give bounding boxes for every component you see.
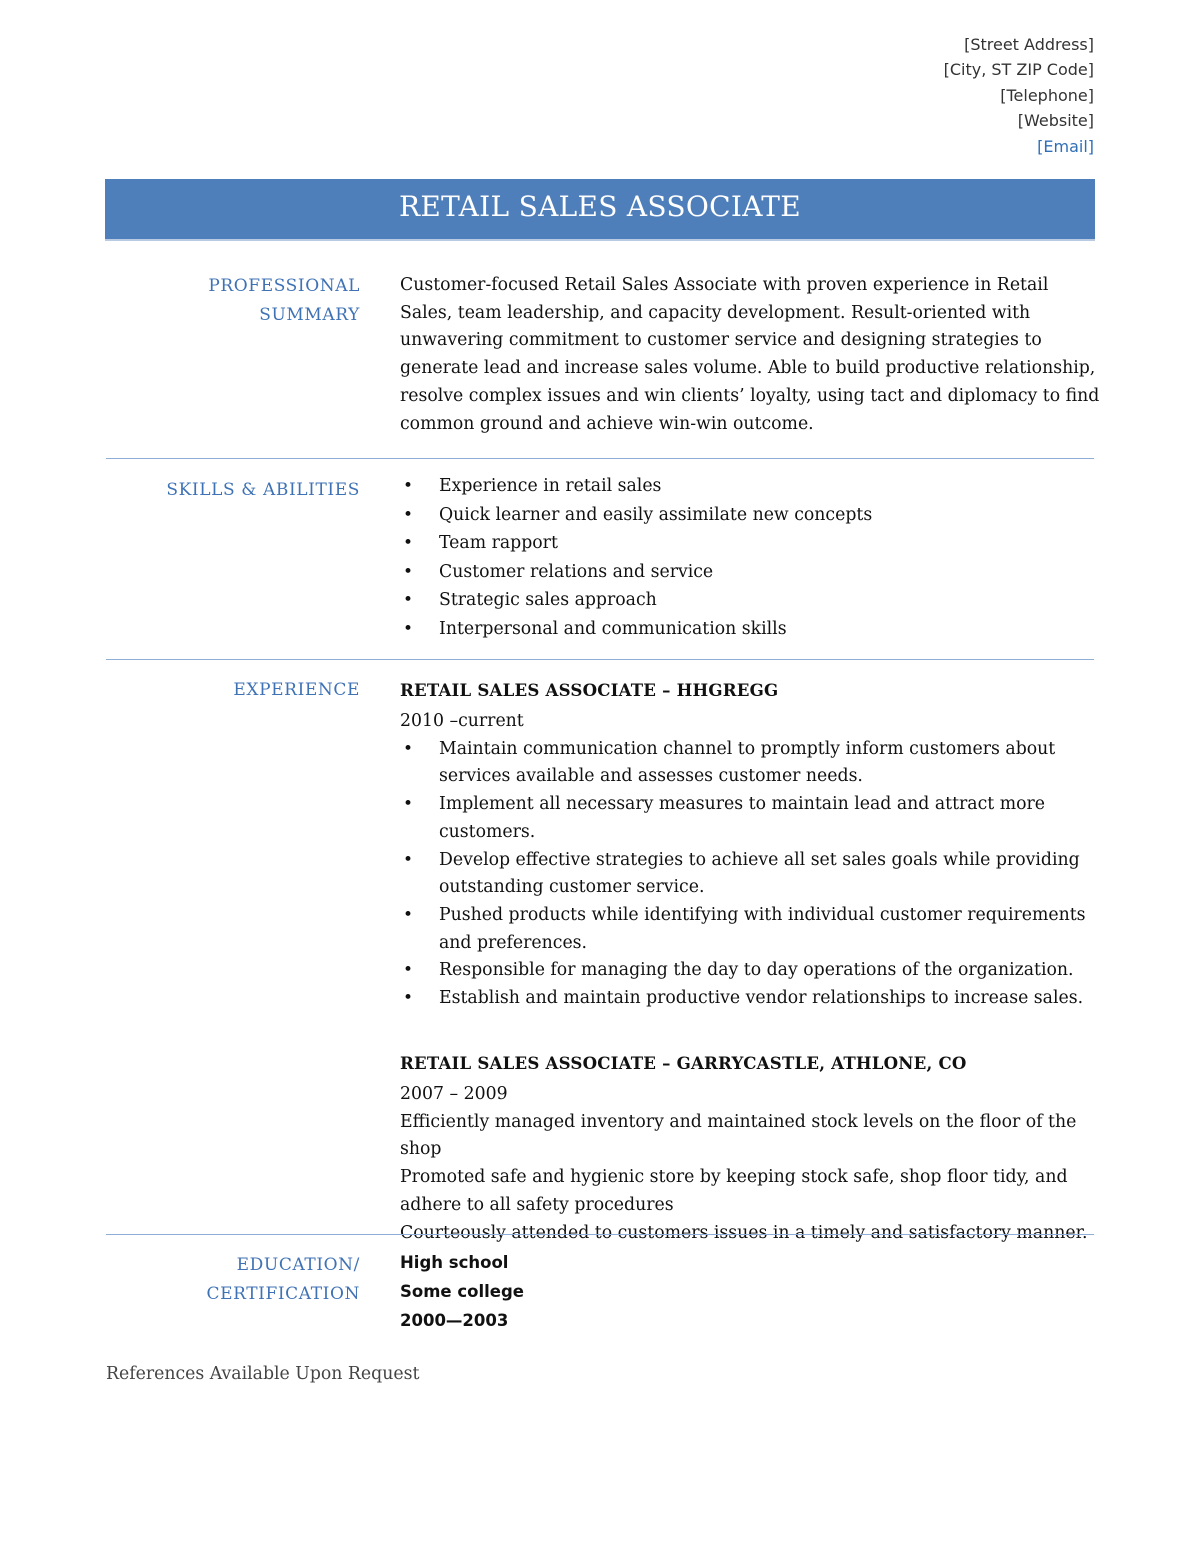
list-item: • Interpersonal and communication skills (400, 615, 1100, 644)
education-heading-line2: CERTIFICATION (206, 1284, 360, 1304)
education-item: High school (400, 1253, 509, 1272)
email-link[interactable]: [Email] (1037, 136, 1094, 156)
summary-heading: PROFESSIONAL SUMMARY (208, 276, 360, 325)
education-item: Some college (400, 1281, 524, 1301)
education-item: 2000—2003 (400, 1310, 509, 1330)
street-address: [Street Address] (964, 35, 1094, 54)
list-item: • Develop effective strategies to achieve all set sales goals while providing outstanding customer service. (400, 847, 1100, 902)
list-item: • Establish and maintain productive vendor relationships to increase sales. (400, 985, 1100, 1013)
list-item: • Quick learner and easily assimilate new concepts (400, 501, 1100, 530)
job-line: Efficiently managed inventory and maintained stock levels on the floor of the shop (400, 1111, 1077, 1160)
list-item: • Responsible for managing the day to day operations of the organization. (400, 957, 1100, 985)
telephone: [Telephone] (1000, 85, 1094, 105)
summary-content (400, 272, 1100, 438)
resume-title: RETAIL SALES ASSOCIATE (399, 190, 801, 223)
title-banner (105, 179, 1095, 241)
summary-text: Customer-focused Retail Sales Associate with proven experience in Retail Sales, team leadership, and capacity development. Result-oriented with unwavering commitment to customer service and designing strategies to generate lead and increase sales volume. Able to build productive relationship, resolve complex issues and win clients’ loyalty, using tact and diplomacy to find common ground and achieve win-win outcome. (400, 275, 1100, 434)
education-heading (106, 1251, 360, 1309)
job-dates: 2010 –current (400, 711, 524, 731)
job-duties-list (400, 736, 1100, 1013)
city-state-zip: [City, ST ZIP Code] (943, 60, 1094, 80)
job-title: RETAIL SALES ASSOCIATE – GARRYCASTLE, ATHLONE, CO (400, 1053, 967, 1073)
experience-content (400, 676, 1100, 1013)
references-note: References Available Upon Request (106, 1364, 420, 1384)
list-item: • Team rapport (400, 529, 1100, 558)
list-item: • Maintain communication channel to promptly inform customers about services available and assesses customer needs. (400, 736, 1100, 791)
list-item: • Implement all necessary measures to maintain lead and attract more customers. (400, 791, 1100, 846)
experience-heading: EXPERIENCE (233, 680, 360, 700)
job-line: Courteously attended to customers issues in a timely and satisfactory manner. (400, 1222, 1088, 1243)
website: [Website] (1017, 111, 1094, 131)
list-item: • Strategic sales approach (400, 586, 1100, 615)
skills-list (400, 472, 1100, 644)
job-2-content (400, 1049, 1100, 1247)
education-content (400, 1249, 1100, 1335)
skills-content (400, 472, 1100, 644)
list-item: • Experience in retail sales (400, 472, 1100, 501)
section-divider (106, 1234, 1094, 1235)
skills-heading: SKILLS & ABILITIES (166, 480, 360, 500)
list-item: • Pushed products while identifying with individual customer requirements and preferences. (400, 902, 1100, 957)
job-title: RETAIL SALES ASSOCIATE – HHGREGG (400, 680, 779, 700)
contact-block (944, 32, 1094, 159)
list-item: • Customer relations and service (400, 558, 1100, 587)
section-divider (106, 659, 1094, 660)
section-divider (106, 458, 1094, 459)
education-heading-line1: EDUCATION/ (236, 1255, 360, 1275)
job-line: Promoted safe and hygienic store by keeping stock safe, shop floor tidy, and adhere to all safety procedures (400, 1167, 1068, 1215)
job-dates: 2007 – 2009 (400, 1084, 508, 1104)
